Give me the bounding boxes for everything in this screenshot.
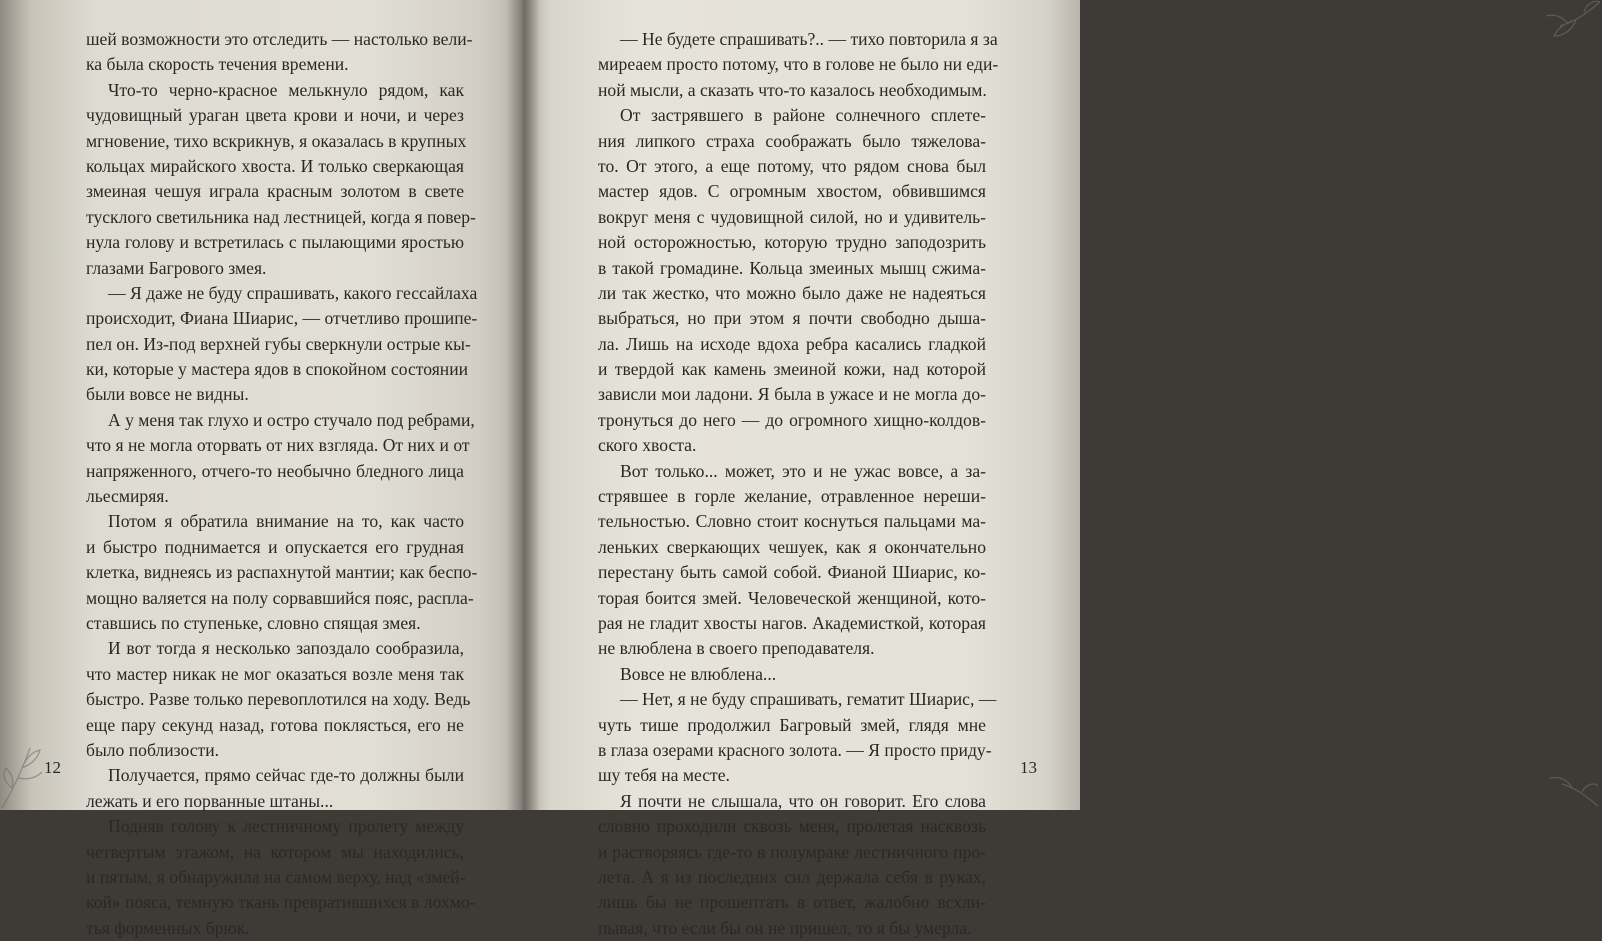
text-line: ния липкого страха соображать было тяжелова- xyxy=(598,130,986,151)
text-line: тронуться до него — до огромного хищно-колдов- xyxy=(598,409,986,430)
text-line: тельностью. Словно стоит коснуться пальцами ма- xyxy=(598,511,986,532)
text-line: лета. А я из последних сил держала себя в руках, xyxy=(598,866,986,887)
text-line: тусклого светильника над лестницей, когда я повер- xyxy=(86,206,476,227)
text-line: и быстро поднимается и опускается его грудная xyxy=(86,536,464,557)
text-line: и растворяясь где-то в полумраке лестничного про- xyxy=(598,841,986,862)
text-line: то. От этого, а еще потому, что рядом снова был xyxy=(598,155,986,176)
text-line: — Я даже не буду спрашивать, какого гессайлаха xyxy=(108,282,478,303)
text-line: было поблизости. xyxy=(86,739,220,760)
text-line: торая боится змей. Человеческой женщиной, кото- xyxy=(598,587,986,608)
text-line: Получается, прямо сейчас где-то должны были xyxy=(108,765,464,786)
text-line: мощно валяется на полу сорвавшийся пояс, распла- xyxy=(86,587,474,608)
text-line: тья форменных брюк. xyxy=(86,917,250,938)
text-line: клетка, виднеясь из распахнутой мантии; как беспо- xyxy=(86,562,478,583)
text-line: леньких сверкающих чешуек, как я окончательно xyxy=(598,536,986,557)
text-line: кой» пояса, темную ткань превратившихся в лохмо- xyxy=(86,892,476,913)
text-line: словно проходили сквозь меня, пролетая насквозь xyxy=(598,816,986,837)
left-page-text xyxy=(86,27,478,941)
text-line: ной осторожностью, которую трудно заподозрить xyxy=(598,232,986,253)
page-number-right: 13 xyxy=(1020,758,1037,777)
text-line: Что-то черно-красное мелькнуло рядом, как xyxy=(108,79,464,100)
text-line: что я не могла оторвать от них взгляда. От них и от xyxy=(86,435,470,456)
text-line: пывая, что если бы он не пришел, то я бы умерла. xyxy=(598,917,972,938)
text-line: Потом я обратила внимание на то, как часто xyxy=(108,511,464,532)
text-line: и твердой как камень змеиной кожи, над которой xyxy=(598,359,986,380)
text-line: не влюблена в своего преподавателя. xyxy=(598,638,875,659)
text-line: ка была скорость течения времени. xyxy=(86,54,349,75)
text-line: Подняв голову к лестничному пролету между xyxy=(108,816,464,837)
text-line: глазами Багрового змея. xyxy=(86,257,267,278)
text-line: От застрявшего в районе солнечного сплете- xyxy=(620,105,986,126)
text-line: перестану быть самой собой. Фианой Шиарис, ко- xyxy=(598,562,986,583)
text-line: еще пару секунд назад, готова поклясться, его не xyxy=(86,714,464,735)
text-line: стрявшее в горле желание, отравленное нереши- xyxy=(598,486,986,507)
text-line: чуть тише продолжил Багровый змей, глядя мне xyxy=(598,714,986,735)
text-line: А у меня так глухо и остро стучало под ребрами, xyxy=(108,409,475,430)
text-line: ки, которые у мастера ядов в спокойном состоянии xyxy=(86,359,469,380)
left-page xyxy=(0,0,522,938)
text-line: кольцах мирайского хвоста. И только сверкающая xyxy=(86,155,464,176)
text-line: в глаза озерами красного золота. — Я просто приду- xyxy=(598,739,992,760)
text-line: Вовсе не влюблена... xyxy=(620,663,777,684)
text-line: змеиная чешуя играла красным золотом в свете xyxy=(86,181,464,202)
text-line: ского хвоста. xyxy=(598,435,697,456)
text-line: напряженного, отчего-то необычно бледного лица xyxy=(86,460,464,481)
text-line: И вот тогда я несколько запоздало сообразила, xyxy=(108,638,464,659)
text-line: нула голову и встретилась с пылающими яростью xyxy=(86,232,464,253)
text-line: — Не будете спрашивать?.. — тихо повторила я за xyxy=(620,29,998,49)
text-line: Я почти не слышала, что он говорит. Его слова xyxy=(620,790,986,811)
text-line: шей возможности это отследить — настолько вели- xyxy=(86,29,473,49)
text-line: лишь бы не прошептать в ответ, жалобно всхли- xyxy=(598,892,986,913)
text-line: пел он. Из-под верхней губы сверкнули острые кы- xyxy=(86,333,471,354)
floral-ornament-icon xyxy=(1542,760,1600,808)
text-line: что мастер никак не мог оказаться возле меня так xyxy=(86,663,464,684)
text-line: лежать и его порванные штаны... xyxy=(86,790,334,811)
text-line: были вовсе не видны. xyxy=(86,384,249,405)
text-line: миреаем просто потому, что в голове не было ни еди- xyxy=(598,54,999,75)
text-line: выбраться, но при этом я почти свободно дыша- xyxy=(598,308,986,329)
text-line: льесмиряя. xyxy=(86,486,169,507)
text-line: зависли мои ладони. Я была в ужасе и не могла до- xyxy=(598,384,986,405)
text-line: — Нет, я не буду спрашивать, гематит Шиарис, — xyxy=(620,689,997,710)
text-line: Вот только... может, это и не ужас вовсе, а за- xyxy=(620,460,986,481)
text-line: вокруг меня с чудовищной силой, но и удивитель- xyxy=(598,206,986,227)
text-line: ли так жестко, что можно было даже не надеяться xyxy=(598,282,986,303)
text-line: ной мысли, а сказать что-то казалось необходимым. xyxy=(598,79,987,100)
text-line: в такой громадине. Кольца змеиных мышц сжима- xyxy=(598,257,986,278)
text-line: четвертым этажом, на котором мы находились, xyxy=(86,841,464,862)
text-line: рая не гладит хвосты нагов. Академисткой, которая xyxy=(598,612,986,633)
page-number-left: 12 xyxy=(44,758,61,777)
text-line: происходит, Фиана Шиарис, — отчетливо прошипе- xyxy=(86,308,478,329)
text-line: ставшись по ступеньке, словно спящая змея. xyxy=(86,612,421,633)
text-line: мастер ядов. С огромным хвостом, обвившимся xyxy=(598,181,986,202)
text-line: шу тебя на месте. xyxy=(598,765,730,786)
text-line: мгновение, тихо вскрикнув, я оказалась в крупных xyxy=(86,130,467,151)
text-line: быстро. Разве только перевоплотился на ходу. Ведь xyxy=(86,689,471,710)
right-page-text xyxy=(598,27,999,941)
text-line: ла. Лишь на исходе вдоха ребра касались гладкой xyxy=(598,333,986,354)
book-gutter xyxy=(506,0,540,810)
floral-ornament-icon xyxy=(1540,0,1602,60)
text-line: чудовищный ураган цвета крови и ночи, и через xyxy=(86,105,464,126)
text-line: и пятым, я обнаружила на самом верху, над «змей- xyxy=(86,866,466,887)
